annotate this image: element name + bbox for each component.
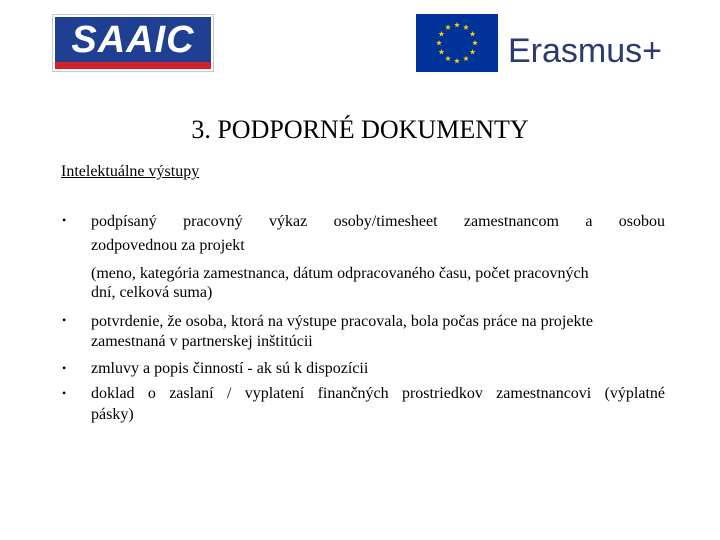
- bullet-marker: •: [62, 361, 67, 375]
- bullet-marker: •: [62, 386, 67, 400]
- list-item-line: zodpovednou za projekt: [91, 237, 245, 254]
- list-item-line: zmluvy a popis činností - ak sú k dispozícii: [91, 360, 369, 377]
- bullet-marker: •: [62, 313, 67, 327]
- list-item-line: doklad o zaslaní / vyplatení finančných prostriedkov zamestnancovi (výplatné: [91, 385, 665, 402]
- list-item-line: podpísaný pracovný výkaz osoby/timesheet zamestnancom a osobou: [91, 213, 665, 230]
- erasmus-logo-text: Erasmus+: [508, 32, 662, 70]
- list-item-line: zamestnaná v partnerskej inštitúcii: [91, 333, 313, 350]
- list-item-line: (meno, kategória zamestnanca, dátum odpracovaného času, počet pracovných: [91, 265, 589, 282]
- saaic-logo-text: SAAIC: [71, 18, 195, 61]
- list-item-line: pásky): [91, 406, 134, 423]
- bullet-marker: •: [62, 213, 67, 227]
- section-subtitle: Intelektuálne výstupy: [61, 163, 200, 180]
- list-item-line: dní, celková suma): [91, 284, 213, 301]
- page-title: 3. PODPORNÉ DOKUMENTY: [191, 115, 529, 144]
- list-item-line: potvrdenie, že osoba, ktorá na výstupe pracovala, bola počas práce na projekte: [91, 313, 594, 330]
